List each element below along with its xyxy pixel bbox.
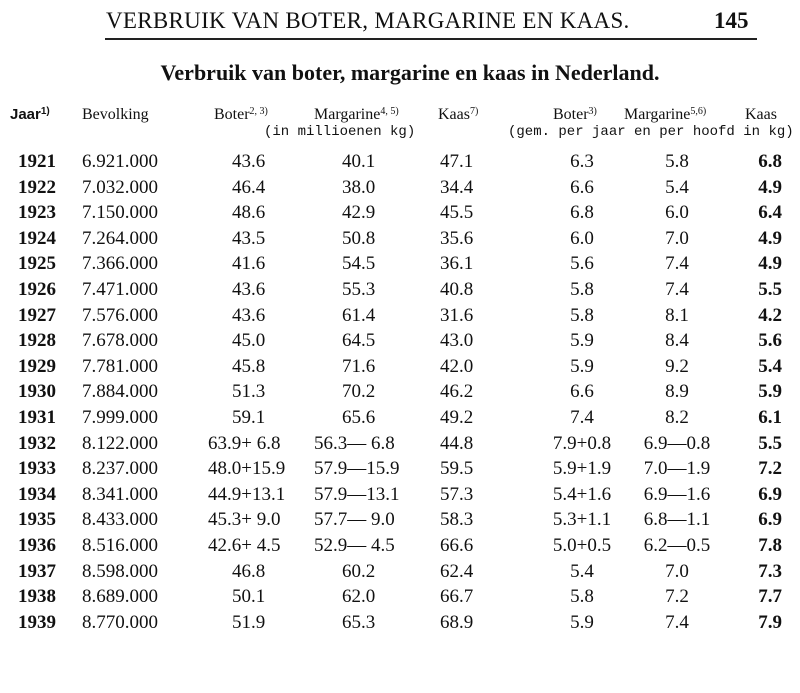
cell-kaas-per-capita: 6.8 bbox=[758, 151, 782, 172]
cell-kaas: 42.0 bbox=[440, 355, 474, 377]
cell-kaas-per-capita: 5.6 bbox=[758, 330, 782, 352]
page-number: 145 bbox=[714, 8, 749, 33]
cell-boter-per-capita: 5.3+1.1 bbox=[552, 509, 612, 531]
cell-population: 8.433.000 bbox=[82, 509, 158, 531]
table-row bbox=[0, 561, 800, 587]
cell-population: 7.781.000 bbox=[82, 355, 158, 377]
cell-population: 7.150.000 bbox=[82, 202, 158, 224]
cell-year: 1926 bbox=[18, 278, 56, 300]
cell-kaas-per-capita: 7.8 bbox=[758, 534, 782, 556]
header-boter bbox=[214, 106, 268, 124]
cell-year: 1921 bbox=[18, 151, 56, 172]
cell-margarine: 65.3 bbox=[342, 611, 376, 633]
cell-kaas-per-capita: 7.9 bbox=[758, 611, 782, 633]
cell-margarine: 56.3— 6.8 bbox=[314, 432, 395, 454]
cell-margarine: 55.3 bbox=[342, 278, 376, 300]
cell-kaas: 68.9 bbox=[440, 611, 474, 633]
cell-boter-per-capita: 5.9 bbox=[570, 330, 594, 352]
table-row bbox=[0, 228, 800, 254]
cell-boter-per-capita: 5.9 bbox=[570, 611, 594, 633]
cell-margarine-per-capita: 7.2 bbox=[665, 586, 689, 608]
header-boter-note: 2, 3) bbox=[249, 106, 268, 117]
cell-kaas: 66.6 bbox=[440, 534, 474, 556]
cell-boter: 48.0+15.9 bbox=[208, 458, 286, 480]
cell-kaas-per-capita: 5.4 bbox=[758, 355, 782, 377]
cell-boter: 45.0 bbox=[232, 330, 266, 352]
table-row bbox=[0, 202, 800, 228]
cell-year: 1925 bbox=[18, 253, 56, 275]
header-population: Bevolking bbox=[82, 106, 149, 123]
cell-margarine-per-capita: 7.4 bbox=[665, 611, 689, 633]
cell-population: 8.122.000 bbox=[82, 432, 158, 454]
header-year-label: Jaar bbox=[10, 106, 41, 123]
cell-kaas: 49.2 bbox=[440, 406, 474, 428]
cell-year: 1928 bbox=[18, 330, 56, 352]
table-row bbox=[0, 305, 800, 331]
table-row bbox=[0, 407, 800, 433]
cell-population: 7.471.000 bbox=[82, 278, 158, 300]
cell-margarine-per-capita: 8.2 bbox=[665, 406, 689, 428]
running-title: VERBRUIK VAN BOTER, MARGARINE EN KAAS. bbox=[106, 8, 630, 33]
cell-boter: 46.4 bbox=[232, 176, 266, 198]
cell-kaas: 58.3 bbox=[440, 509, 474, 531]
cell-margarine-per-capita: 6.9—1.6 bbox=[643, 483, 711, 505]
header-year-note: 1) bbox=[40, 106, 50, 117]
cell-kaas: 45.5 bbox=[440, 202, 474, 224]
table-row bbox=[0, 612, 800, 638]
cell-boter-per-capita: 6.0 bbox=[570, 227, 594, 249]
header-margarine bbox=[314, 106, 399, 124]
cell-margarine-per-capita: 7.4 bbox=[665, 253, 689, 275]
cell-boter-per-capita: 5.8 bbox=[570, 586, 594, 608]
cell-kaas-per-capita: 7.7 bbox=[758, 586, 782, 608]
cell-kaas-per-capita: 6.9 bbox=[758, 509, 782, 531]
cell-boter: 42.6+ 4.5 bbox=[208, 534, 281, 556]
cell-kaas: 36.1 bbox=[440, 253, 474, 275]
cell-kaas-per-capita: 4.9 bbox=[758, 176, 782, 198]
cell-boter: 46.8 bbox=[232, 560, 266, 582]
table-row bbox=[0, 356, 800, 382]
cell-margarine: 54.5 bbox=[342, 253, 376, 275]
cell-kaas-per-capita: 7.2 bbox=[758, 458, 782, 480]
cell-boter-per-capita: 5.0+0.5 bbox=[552, 534, 612, 556]
header-unit-per-capita: (gem. per jaar en per hoofd in kg) bbox=[508, 124, 794, 140]
header-kaas bbox=[438, 106, 478, 124]
cell-kaas: 57.3 bbox=[440, 483, 474, 505]
header-margarine-per-capita bbox=[624, 106, 706, 124]
header-kaas-per-capita: Kaas bbox=[745, 106, 777, 123]
table-row bbox=[0, 458, 800, 484]
cell-boter: 43.5 bbox=[232, 227, 266, 249]
cell-boter-per-capita: 5.4 bbox=[570, 560, 594, 582]
cell-margarine: 62.0 bbox=[342, 586, 376, 608]
cell-kaas-per-capita: 7.3 bbox=[758, 560, 782, 582]
cell-margarine: 57.9—15.9 bbox=[314, 458, 400, 480]
table-row bbox=[0, 484, 800, 510]
cell-margarine-per-capita: 7.0—1.9 bbox=[643, 458, 711, 480]
table-row bbox=[0, 509, 800, 535]
cell-population: 7.678.000 bbox=[82, 330, 158, 352]
cell-margarine: 71.6 bbox=[342, 355, 376, 377]
cell-year: 1939 bbox=[18, 611, 56, 633]
table-row bbox=[0, 381, 800, 407]
header-rule bbox=[105, 38, 757, 40]
cell-margarine: 64.5 bbox=[342, 330, 376, 352]
cell-boter: 43.6 bbox=[232, 304, 266, 326]
header-kaas-label: Kaas bbox=[438, 106, 470, 123]
cell-year: 1932 bbox=[18, 432, 56, 454]
cell-boter: 50.1 bbox=[232, 586, 266, 608]
cell-margarine-per-capita: 7.0 bbox=[665, 560, 689, 582]
header-year bbox=[10, 106, 50, 123]
header-margarine-pc-label: Margarine bbox=[624, 106, 691, 123]
cell-margarine: 57.7— 9.0 bbox=[314, 509, 395, 531]
cell-boter: 51.9 bbox=[232, 611, 266, 633]
running-head bbox=[0, 6, 800, 40]
cell-year: 1931 bbox=[18, 406, 56, 428]
cell-margarine: 60.2 bbox=[342, 560, 376, 582]
cell-population: 8.689.000 bbox=[82, 586, 158, 608]
cell-kaas-per-capita: 5.9 bbox=[758, 381, 782, 403]
cell-kaas: 47.1 bbox=[440, 151, 474, 172]
cell-boter: 59.1 bbox=[232, 406, 266, 428]
cell-boter: 44.9+13.1 bbox=[208, 483, 286, 505]
cell-boter-per-capita: 6.6 bbox=[570, 176, 594, 198]
cell-margarine-per-capita: 8.9 bbox=[665, 381, 689, 403]
table-title: Verbruik van boter, margarine en kaas in Nederland. bbox=[160, 60, 660, 85]
cell-margarine: 52.9— 4.5 bbox=[314, 534, 395, 556]
cell-population: 8.598.000 bbox=[82, 560, 158, 582]
table-row bbox=[0, 151, 800, 177]
cell-year: 1929 bbox=[18, 355, 56, 377]
cell-boter-per-capita: 6.6 bbox=[570, 381, 594, 403]
cell-kaas: 34.4 bbox=[440, 176, 474, 198]
cell-kaas: 59.5 bbox=[440, 458, 474, 480]
cell-kaas: 46.2 bbox=[440, 381, 474, 403]
cell-boter-per-capita: 5.9+1.9 bbox=[552, 458, 612, 480]
cell-year: 1933 bbox=[18, 458, 56, 480]
cell-year: 1927 bbox=[18, 304, 56, 326]
cell-margarine-per-capita: 6.8—1.1 bbox=[643, 509, 711, 531]
cell-margarine: 70.2 bbox=[342, 381, 376, 403]
header-boter-per-capita bbox=[553, 106, 597, 124]
cell-boter: 43.6 bbox=[232, 278, 266, 300]
cell-population: 8.341.000 bbox=[82, 483, 158, 505]
cell-margarine: 61.4 bbox=[342, 304, 376, 326]
cell-boter-per-capita: 5.8 bbox=[570, 304, 594, 326]
cell-year: 1935 bbox=[18, 509, 56, 531]
cell-boter-per-capita: 7.4 bbox=[570, 406, 594, 428]
cell-boter-per-capita: 5.4+1.6 bbox=[552, 483, 612, 505]
cell-kaas-per-capita: 4.9 bbox=[758, 253, 782, 275]
cell-margarine-per-capita: 8.4 bbox=[665, 330, 689, 352]
cell-population: 6.921.000 bbox=[82, 151, 158, 172]
cell-boter: 41.6 bbox=[232, 253, 266, 275]
cell-margarine: 57.9—13.1 bbox=[314, 483, 400, 505]
table-body bbox=[0, 151, 800, 637]
table-row bbox=[0, 535, 800, 561]
cell-kaas: 66.7 bbox=[440, 586, 474, 608]
header-margarine-pc-note: 5,6) bbox=[690, 106, 707, 117]
cell-year: 1938 bbox=[18, 586, 56, 608]
cell-kaas-per-capita: 6.1 bbox=[758, 406, 782, 428]
cell-margarine-per-capita: 9.2 bbox=[665, 355, 689, 377]
cell-boter-per-capita: 6.3 bbox=[570, 151, 594, 172]
cell-year: 1934 bbox=[18, 483, 56, 505]
cell-kaas-per-capita: 6.4 bbox=[758, 202, 782, 224]
cell-kaas: 35.6 bbox=[440, 227, 474, 249]
header-boter-label: Boter bbox=[214, 106, 250, 123]
table-row bbox=[0, 586, 800, 612]
cell-year: 1937 bbox=[18, 560, 56, 582]
header-boter-pc-note: 3) bbox=[588, 106, 597, 117]
cell-boter: 45.8 bbox=[232, 355, 266, 377]
cell-margarine: 38.0 bbox=[342, 176, 376, 198]
cell-kaas: 43.0 bbox=[440, 330, 474, 352]
cell-margarine-per-capita: 6.2—0.5 bbox=[643, 534, 711, 556]
cell-boter-per-capita: 5.8 bbox=[570, 278, 594, 300]
cell-boter: 45.3+ 9.0 bbox=[208, 509, 281, 531]
cell-margarine-per-capita: 5.8 bbox=[665, 151, 689, 172]
cell-boter-per-capita: 5.9 bbox=[570, 355, 594, 377]
table-row bbox=[0, 177, 800, 203]
cell-margarine-per-capita: 6.9—0.8 bbox=[643, 432, 711, 454]
cell-margarine: 65.6 bbox=[342, 406, 376, 428]
cell-population: 7.999.000 bbox=[82, 406, 158, 428]
cell-kaas-per-capita: 6.9 bbox=[758, 483, 782, 505]
cell-margarine-per-capita: 5.4 bbox=[665, 176, 689, 198]
cell-population: 7.576.000 bbox=[82, 304, 158, 326]
header-kaas-note: 7) bbox=[469, 106, 479, 117]
table-row bbox=[0, 279, 800, 305]
cell-boter-per-capita: 5.6 bbox=[570, 253, 594, 275]
cell-kaas-per-capita: 4.2 bbox=[758, 304, 782, 326]
cell-margarine-per-capita: 7.0 bbox=[665, 227, 689, 249]
cell-kaas: 31.6 bbox=[440, 304, 474, 326]
cell-population: 7.032.000 bbox=[82, 176, 158, 198]
cell-population: 8.516.000 bbox=[82, 534, 158, 556]
cell-boter: 63.9+ 6.8 bbox=[208, 432, 281, 454]
cell-kaas: 44.8 bbox=[440, 432, 474, 454]
cell-year: 1936 bbox=[18, 534, 56, 556]
cell-boter: 48.6 bbox=[232, 202, 266, 224]
cell-boter: 43.6 bbox=[232, 151, 266, 172]
table-row bbox=[0, 253, 800, 279]
cell-year: 1923 bbox=[18, 202, 56, 224]
cell-margarine-per-capita: 8.1 bbox=[665, 304, 689, 326]
cell-population: 7.264.000 bbox=[82, 227, 158, 249]
header-unit-totals: (in millioenen kg) bbox=[264, 124, 416, 140]
cell-year: 1922 bbox=[18, 176, 56, 198]
cell-population: 7.884.000 bbox=[82, 381, 158, 403]
header-margarine-note: 4, 5) bbox=[380, 106, 399, 117]
table-row bbox=[0, 433, 800, 459]
cell-year: 1924 bbox=[18, 227, 56, 249]
cell-kaas: 40.8 bbox=[440, 278, 474, 300]
cell-population: 8.237.000 bbox=[82, 458, 158, 480]
cell-kaas-per-capita: 4.9 bbox=[758, 227, 782, 249]
cell-kaas-per-capita: 5.5 bbox=[758, 432, 782, 454]
cell-kaas: 62.4 bbox=[440, 560, 474, 582]
cell-population: 7.366.000 bbox=[82, 253, 158, 275]
cell-boter-per-capita: 6.8 bbox=[570, 202, 594, 224]
cell-margarine-per-capita: 7.4 bbox=[665, 278, 689, 300]
cell-boter-per-capita: 7.9+0.8 bbox=[552, 432, 612, 454]
header-boter-pc-label: Boter bbox=[553, 106, 589, 123]
cell-population: 8.770.000 bbox=[82, 611, 158, 633]
cell-margarine: 42.9 bbox=[342, 202, 376, 224]
cell-margarine: 50.8 bbox=[342, 227, 376, 249]
cell-margarine-per-capita: 6.0 bbox=[665, 202, 689, 224]
table-row bbox=[0, 330, 800, 356]
cell-year: 1930 bbox=[18, 381, 56, 403]
cell-boter: 51.3 bbox=[232, 381, 266, 403]
header-margarine-label: Margarine bbox=[314, 106, 381, 123]
cell-kaas-per-capita: 5.5 bbox=[758, 278, 782, 300]
cell-margarine: 40.1 bbox=[342, 151, 376, 172]
